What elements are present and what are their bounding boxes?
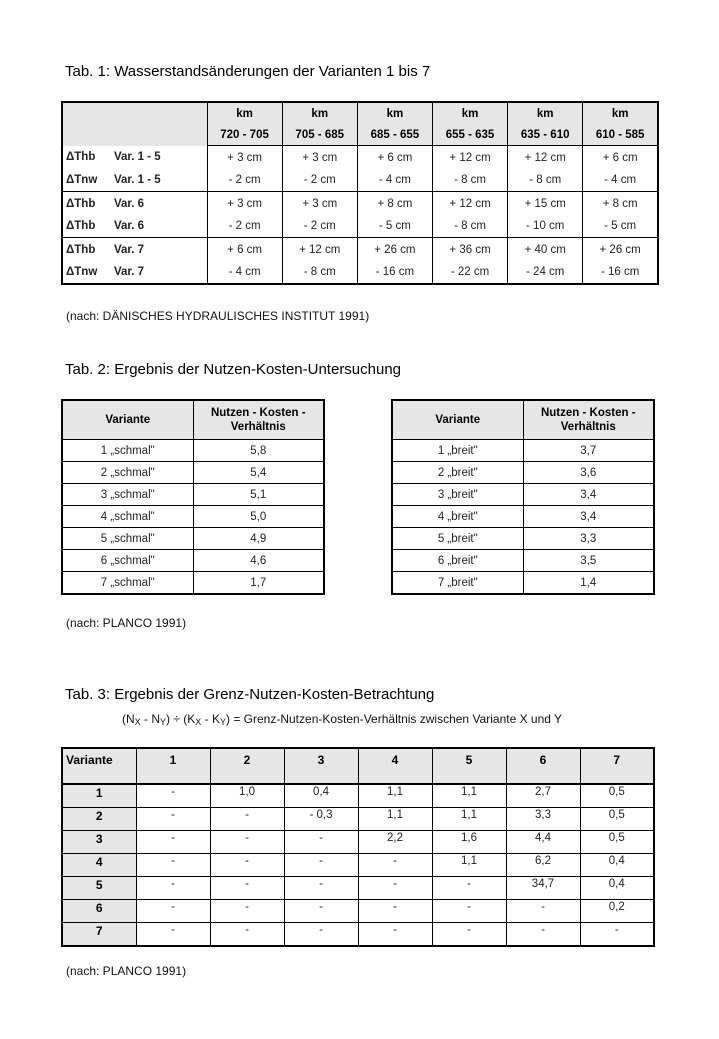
table1-cell: - 4 cm — [357, 169, 432, 192]
table3-cell: - — [284, 831, 358, 854]
table3-cell: - — [358, 877, 432, 900]
table1-cell: - 8 cm — [282, 261, 357, 284]
table2-row — [392, 440, 654, 462]
table1-row-label — [62, 146, 207, 170]
table2-ratio-cell: 3,4 — [523, 484, 654, 506]
table3-cell: - — [432, 900, 506, 923]
table1-row — [62, 146, 658, 170]
table1-cell: + 3 cm — [207, 192, 282, 216]
table3-col-header: 4 — [358, 748, 432, 784]
table2-wide-variants — [391, 399, 655, 595]
table3-cell: 1,0 — [210, 784, 284, 808]
table3-marginal-benefit-cost — [61, 747, 655, 947]
table1-cell: - 2 cm — [207, 215, 282, 238]
table3-cell: - — [136, 831, 210, 854]
table1-cell: + 26 cm — [357, 238, 432, 262]
table1-cell: - 22 cm — [432, 261, 507, 284]
table3-row-header: 5 — [62, 877, 136, 900]
table3-cell: 1,1 — [432, 784, 506, 808]
variant-label: Var. 6 — [114, 197, 145, 210]
table3-formula — [122, 712, 562, 727]
table3-col-header: 5 — [432, 748, 506, 784]
table2-row — [62, 462, 324, 484]
table2-row — [392, 550, 654, 572]
table3-row-header: 1 — [62, 784, 136, 808]
table3-col-header: 2 — [210, 748, 284, 784]
table2-row — [62, 550, 324, 572]
table1-cell: - 8 cm — [432, 215, 507, 238]
table3-cell: - — [284, 923, 358, 947]
table3-cell: - 0,3 — [284, 808, 358, 831]
formula-part: ) ÷ (K — [166, 712, 196, 726]
table3-corner-label: Variante — [62, 748, 136, 784]
delta-symbol: ΔThb — [66, 151, 96, 164]
table2-variant-cell: 4 „breit" — [392, 506, 523, 528]
table1-cell: + 8 cm — [357, 192, 432, 216]
formula-sub: Y — [219, 717, 226, 727]
table1-cell: - 4 cm — [207, 261, 282, 284]
table1-cell: - 2 cm — [282, 169, 357, 192]
table2-row — [62, 506, 324, 528]
table2-ratio-cell: 5,0 — [193, 506, 324, 528]
table1-col-unit: km — [282, 102, 357, 124]
table3-cell: 6,2 — [506, 854, 580, 877]
table1-row — [62, 215, 658, 238]
formula-sub: X — [134, 717, 141, 727]
table1-col-range: 655 - 635 — [432, 124, 507, 146]
formula-part: (N — [122, 712, 135, 726]
table1-cell: + 8 cm — [583, 192, 658, 216]
table3-row-header: 3 — [62, 831, 136, 854]
table1-cell: - 2 cm — [282, 215, 357, 238]
table3-cell: 2,7 — [506, 784, 580, 808]
table2-row — [392, 484, 654, 506]
delta-symbol: ΔTnw — [66, 174, 98, 186]
table1-cell: + 3 cm — [282, 146, 357, 170]
table3-title: Tab. 3: Ergebnis der Grenz-Nutzen-Kosten-Betrachtung — [65, 686, 435, 703]
table3-cell: - — [284, 900, 358, 923]
table2-variant-cell: 2 „schmal" — [62, 462, 193, 484]
table3-cell: - — [136, 854, 210, 877]
table1-cell: - 8 cm — [432, 169, 507, 192]
table3-cell: - — [136, 784, 210, 808]
variant-label: Var. 1 - 5 — [114, 151, 161, 164]
table3-row — [62, 877, 654, 900]
table3-cell: - — [136, 877, 210, 900]
variant-label: Var. 6 — [114, 220, 145, 232]
table1-cell: + 12 cm — [432, 192, 507, 216]
formula-sub: Y — [160, 717, 167, 727]
table1-cell: - 8 cm — [508, 169, 583, 192]
header-ratio-line2: Verhältnis — [560, 421, 616, 433]
table1-cell: + 12 cm — [432, 146, 507, 170]
table2-row — [62, 440, 324, 462]
formula-part: - K — [201, 712, 220, 726]
table2-ratio-cell: 5,8 — [193, 440, 324, 462]
table1-cell: - 4 cm — [583, 169, 658, 192]
table2-row — [392, 506, 654, 528]
table1-cell: - 16 cm — [583, 261, 658, 284]
delta-symbol: ΔThb — [66, 220, 96, 232]
table2-row — [392, 572, 654, 595]
table2-row — [62, 528, 324, 550]
table3-col-header: 3 — [284, 748, 358, 784]
table1-col-range: 610 - 585 — [583, 124, 658, 146]
table3-cell: 0,2 — [580, 900, 654, 923]
table1-corner-cell — [62, 102, 207, 146]
table3-row — [62, 854, 654, 877]
table3-cell: 0,5 — [580, 808, 654, 831]
header-ratio-line1: Nutzen - Kosten - — [210, 407, 306, 419]
table3-cell: - — [284, 877, 358, 900]
table3-cell: - — [506, 923, 580, 947]
table3-col-header: 6 — [506, 748, 580, 784]
table1-row-label — [62, 192, 207, 216]
table2-variant-cell: 6 „breit" — [392, 550, 523, 572]
table2-ratio-cell: 3,4 — [523, 506, 654, 528]
table2-variant-cell: 3 „breit" — [392, 484, 523, 506]
table3-cell: - — [136, 923, 210, 947]
table3-cell: - — [432, 923, 506, 947]
table3-cell: 4,4 — [506, 831, 580, 854]
table2-ratio-cell: 3,6 — [523, 462, 654, 484]
variant-label: Var. 7 — [114, 266, 145, 278]
table3-cell: - — [210, 923, 284, 947]
table3-cell: - — [210, 808, 284, 831]
table2-variant-cell: 1 „breit" — [392, 440, 523, 462]
table1-cell: - 5 cm — [357, 215, 432, 238]
table3-cell: - — [284, 854, 358, 877]
table2-variant-cell: 7 „breit" — [437, 576, 478, 589]
table1-row-label — [62, 169, 207, 192]
table3-cell: 34,7 — [506, 877, 580, 900]
table2-ratio-cell: 3,3 — [523, 528, 654, 550]
table1-row-label — [62, 215, 207, 238]
table3-cell: 2,2 — [358, 831, 432, 854]
table1-row — [62, 192, 658, 216]
table3-source: (nach: PLANCO 1991) — [66, 964, 187, 978]
table1-row — [62, 238, 658, 262]
table2-variant-cell: 2 „breit" — [392, 462, 523, 484]
table3-cell: - — [210, 831, 284, 854]
table2-variant-cell: 5 „breit" — [392, 528, 523, 550]
table2-row — [62, 484, 324, 506]
header-ratio-line1: Nutzen - Kosten - — [540, 407, 636, 419]
table3-cell: - — [358, 854, 432, 877]
table2-variant-cell: 7 „schmal" — [100, 576, 155, 589]
formula-sub: X — [195, 717, 202, 727]
table1-cell: + 36 cm — [432, 238, 507, 262]
table1-row-label — [62, 261, 207, 284]
formula-part: - N — [140, 712, 161, 726]
table1-cell: + 26 cm — [583, 238, 658, 262]
table3-row-header: 7 — [62, 923, 136, 947]
table3-cell: - — [358, 900, 432, 923]
variant-label: Var. 1 - 5 — [114, 174, 161, 186]
table2-row — [392, 462, 654, 484]
table1-cell: - 24 cm — [508, 261, 583, 284]
table1-row-label — [62, 238, 207, 262]
table3-cell: 0,4 — [284, 784, 358, 808]
table1-col-range: 685 - 655 — [357, 124, 432, 146]
table2-row — [62, 572, 324, 595]
delta-symbol: ΔTnw — [66, 266, 98, 278]
formula-part: ) = Grenz-Nutzen-Kosten-Verhältnis zwischen Variante X und Y — [226, 712, 563, 726]
table2-header-variant: Variante — [62, 400, 193, 440]
delta-symbol: ΔThb — [66, 197, 96, 210]
table1-water-level-changes — [61, 101, 659, 285]
table2-header-ratio — [193, 400, 324, 440]
table2-title: Tab. 2: Ergebnis der Nutzen-Kosten-Untersuchung — [65, 361, 402, 378]
table1-cell: + 12 cm — [508, 146, 583, 170]
table3-cell: 1,1 — [358, 784, 432, 808]
table3-row — [62, 831, 654, 854]
table3-cell: 0,5 — [580, 831, 654, 854]
table2-row — [392, 528, 654, 550]
table1-col-unit: km — [357, 102, 432, 124]
table3-cell: 0,5 — [580, 784, 654, 808]
table2-ratio-cell: 5,4 — [193, 462, 324, 484]
table2-source: (nach: PLANCO 1991) — [66, 616, 187, 630]
table3-cell: 1,6 — [432, 831, 506, 854]
table1-title: Tab. 1: Wasserstandsänderungen der Varianten 1 bis 7 — [65, 63, 431, 80]
table2-ratio-cell: 5,1 — [193, 484, 324, 506]
table3-row-header: 2 — [62, 808, 136, 831]
table1-col-range: 635 - 610 — [508, 124, 583, 146]
table3-cell: 0,4 — [580, 854, 654, 877]
table3-cell: 3,3 — [506, 808, 580, 831]
table1-cell: - 10 cm — [508, 215, 583, 238]
table1-cell: - 16 cm — [357, 261, 432, 284]
table1-col-unit: km — [508, 102, 583, 124]
table1-col-range: 705 - 685 — [282, 124, 357, 146]
table2-header-variant: Variante — [392, 400, 523, 440]
table1-source: (nach: DÄNISCHES HYDRAULISCHES INSTITUT 1991) — [66, 309, 370, 323]
table3-cell: 1,1 — [358, 808, 432, 831]
variant-label: Var. 7 — [114, 243, 145, 256]
table3-cell: 0,4 — [580, 877, 654, 900]
header-ratio-line2: Verhältnis — [230, 421, 286, 433]
table2-ratio-cell: 3,5 — [523, 550, 654, 572]
table1-col-range: 720 - 705 — [207, 124, 282, 146]
table2-header-ratio — [523, 400, 654, 440]
table3-cell: - — [136, 808, 210, 831]
table3-row — [62, 900, 654, 923]
table1-col-unit: km — [432, 102, 507, 124]
table3-row-header: 6 — [62, 900, 136, 923]
table1-row — [62, 169, 658, 192]
table1-col-unit: km — [583, 102, 658, 124]
table1-cell: + 6 cm — [583, 146, 658, 170]
table3-cell: - — [210, 854, 284, 877]
table3-cell: - — [432, 877, 506, 900]
table2-ratio-cell: 1,4 — [523, 572, 654, 595]
table3-row — [62, 923, 654, 947]
table1-cell: + 6 cm — [357, 146, 432, 170]
table1-cell: + 6 cm — [207, 238, 282, 262]
table2-narrow-variants — [61, 399, 325, 595]
table3-row-header: 4 — [62, 854, 136, 877]
table1-cell: + 3 cm — [282, 192, 357, 216]
table3-col-header: 1 — [136, 748, 210, 784]
table1-row — [62, 261, 658, 284]
table3-cell: - — [506, 900, 580, 923]
table2-ratio-cell: 4,6 — [193, 550, 324, 572]
table2-ratio-cell: 3,7 — [523, 440, 654, 462]
table3-col-header: 7 — [580, 748, 654, 784]
table3-cell: - — [136, 900, 210, 923]
table1-cell: - 5 cm — [583, 215, 658, 238]
table2-variant-cell: 4 „schmal" — [62, 506, 193, 528]
table3-row — [62, 808, 654, 831]
table3-row — [62, 784, 654, 808]
table1-cell: + 15 cm — [508, 192, 583, 216]
table1-cell: + 12 cm — [282, 238, 357, 262]
table2-variant-cell: 6 „schmal" — [62, 550, 193, 572]
table2-variant-cell: 3 „schmal" — [62, 484, 193, 506]
delta-symbol: ΔThb — [66, 243, 96, 256]
table3-cell: 1,1 — [432, 854, 506, 877]
table3-cell: - — [580, 923, 654, 947]
table3-cell: - — [210, 900, 284, 923]
table1-cell: + 3 cm — [207, 146, 282, 170]
table3-cell: 1,1 — [432, 808, 506, 831]
table1-cell: - 2 cm — [207, 169, 282, 192]
table2-variant-cell: 5 „schmal" — [62, 528, 193, 550]
table2-ratio-cell: 1,7 — [193, 572, 324, 595]
table1-cell: + 40 cm — [508, 238, 583, 262]
table3-cell: - — [358, 923, 432, 947]
table3-cell: - — [210, 877, 284, 900]
table2-ratio-cell: 4,9 — [193, 528, 324, 550]
table1-col-unit: km — [207, 102, 282, 124]
table2-variant-cell: 1 „schmal" — [62, 440, 193, 462]
